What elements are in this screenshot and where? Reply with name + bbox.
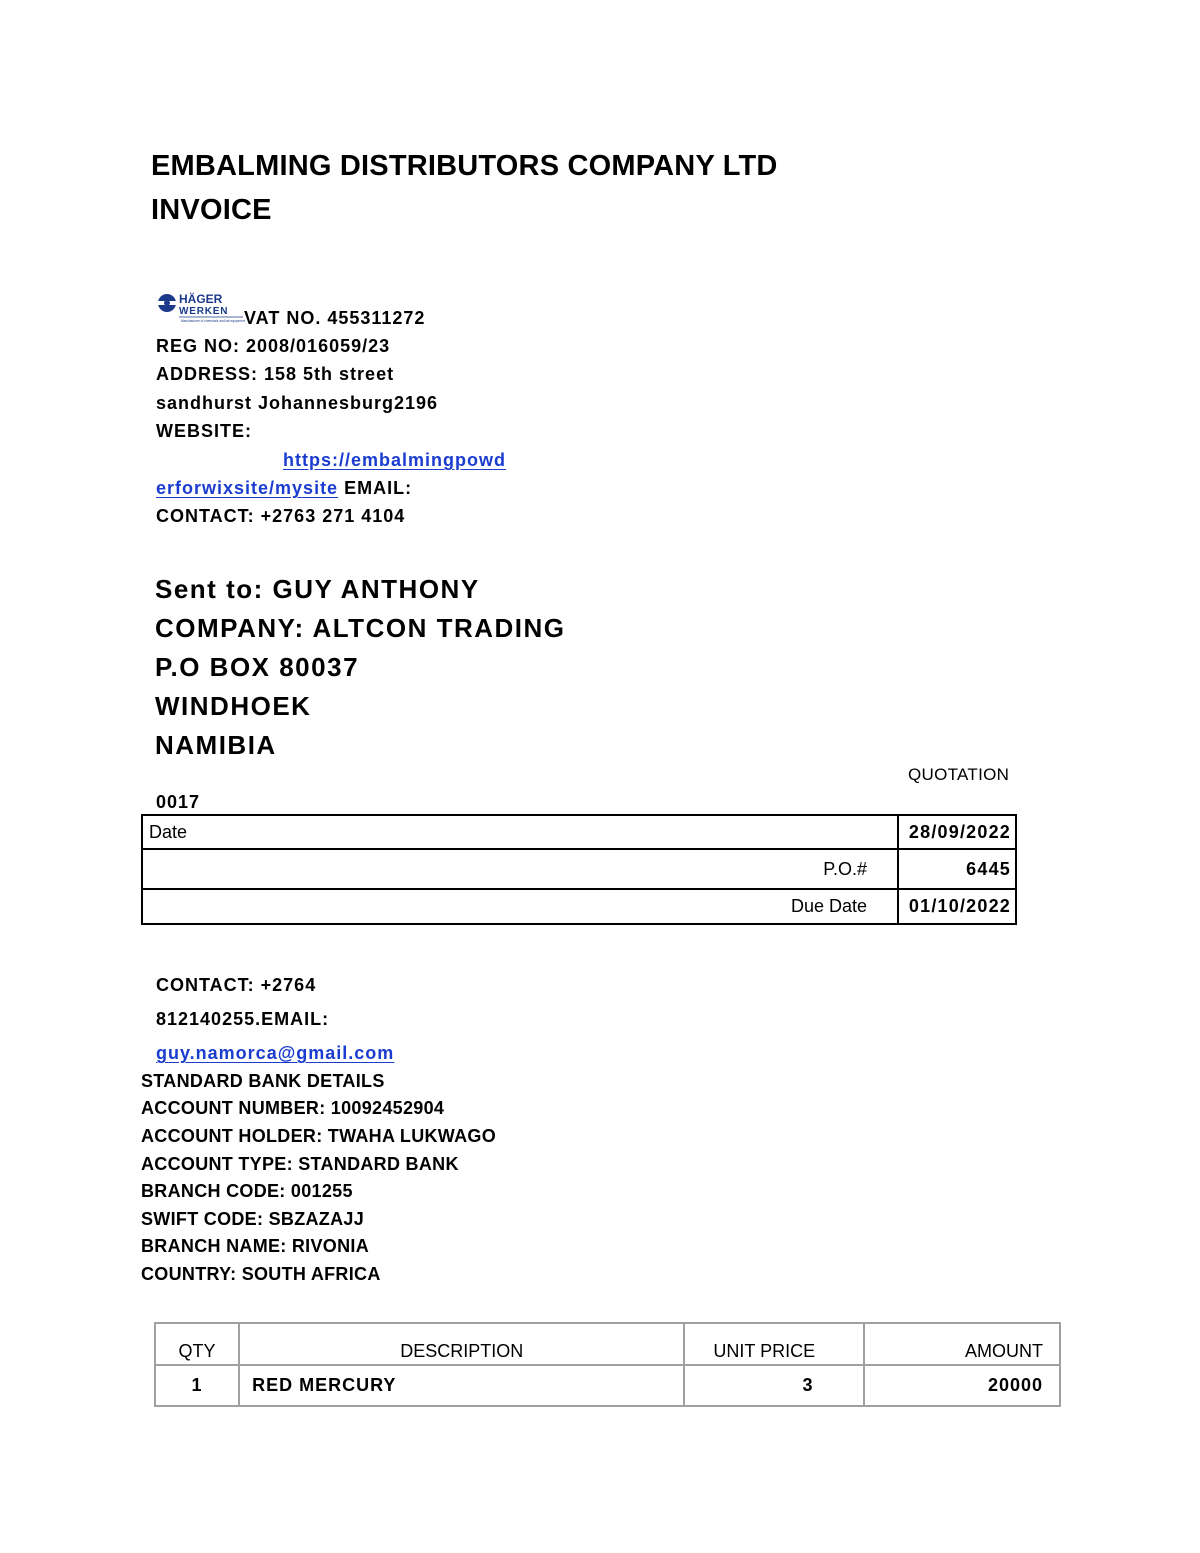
bank-swift-code: SWIFT CODE: SBZAZAJJ — [141, 1209, 365, 1229]
client-contact-line-1: CONTACT: +2764 — [156, 975, 317, 995]
logo-tagline: Manufacturer of chemicals and lab equipment — [181, 319, 245, 323]
hager-werken-logo-icon — [157, 290, 245, 330]
item-description: RED MERCURY — [239, 1365, 684, 1406]
item-amount: 20000 — [864, 1365, 1060, 1406]
logo-text-bottom: WERKEN — [179, 306, 229, 317]
website-label: WEBSITE: — [156, 421, 252, 441]
recipient-country: NAMIBIA — [155, 730, 277, 760]
reg-number: REG NO: 2008/016059/23 — [156, 336, 391, 356]
client-contact-line-2: 812140255.EMAIL: — [156, 1009, 330, 1029]
document-type: INVOICE — [151, 194, 272, 226]
company-title: EMBALMING DISTRIBUTORS COMPANY LTD — [151, 150, 778, 182]
table-row — [142, 815, 1016, 849]
table-row — [142, 849, 1016, 889]
recipient-company: COMPANY: ALTCON TRADING — [155, 613, 566, 643]
table-row — [155, 1365, 1060, 1406]
header-qty: QTY — [155, 1323, 239, 1365]
website-link-line-1[interactable]: https://embalmingpowd — [283, 450, 506, 470]
address-line-1: ADDRESS: 158 5th street — [156, 364, 395, 384]
bank-branch-code: BRANCH CODE: 001255 — [141, 1181, 353, 1201]
item-unit-price: 3 — [684, 1365, 864, 1406]
bank-account-holder: ACCOUNT HOLDER: TWAHA LUKWAGO — [141, 1126, 496, 1146]
header-unit-price: UNIT PRICE — [684, 1323, 864, 1365]
email-label: EMAIL: — [338, 478, 413, 498]
bank-account-number: ACCOUNT NUMBER: 10092452904 — [141, 1098, 445, 1118]
logo-text-top: HÄGER — [179, 292, 223, 306]
quotation-label: QUOTATION — [908, 765, 1010, 784]
address-line-2: sandhurst Johannesburg2196 — [156, 393, 439, 413]
table-row — [142, 889, 1016, 924]
client-email-link[interactable]: guy.namorca@gmail.com — [156, 1043, 395, 1063]
po-value: 6445 — [898, 849, 1016, 889]
po-label: P.O.# — [142, 849, 898, 889]
due-date-label: Due Date — [142, 889, 898, 924]
company-logo — [157, 290, 245, 330]
bank-title: STANDARD BANK DETAILS — [141, 1071, 385, 1091]
bank-account-type: ACCOUNT TYPE: STANDARD BANK — [141, 1154, 459, 1174]
bank-branch-name: BRANCH NAME: RIVONIA — [141, 1236, 369, 1256]
quotation-number: 0017 — [156, 792, 201, 812]
invoice-info-table — [141, 814, 1017, 925]
website-email-line — [156, 478, 412, 499]
item-qty: 1 — [155, 1365, 239, 1406]
website-link-line-2[interactable]: erforwixsite/mysite — [156, 478, 339, 498]
bank-country: COUNTRY: SOUTH AFRICA — [141, 1264, 381, 1284]
header-description: DESCRIPTION — [239, 1323, 684, 1365]
sent-to: Sent to: GUY ANTHONY — [155, 574, 480, 604]
sender-contact: CONTACT: +2763 271 4104 — [156, 506, 406, 526]
date-value: 28/09/2022 — [898, 815, 1016, 849]
vat-number: VAT NO. 455311272 — [244, 308, 426, 328]
recipient-po-box: P.O BOX 80037 — [155, 652, 360, 682]
header-amount: AMOUNT — [864, 1323, 1060, 1365]
items-table — [154, 1322, 1061, 1407]
date-label: Date — [142, 815, 898, 849]
due-date-value: 01/10/2022 — [898, 889, 1016, 924]
table-header-row — [155, 1323, 1060, 1365]
recipient-city: WINDHOEK — [155, 691, 312, 721]
